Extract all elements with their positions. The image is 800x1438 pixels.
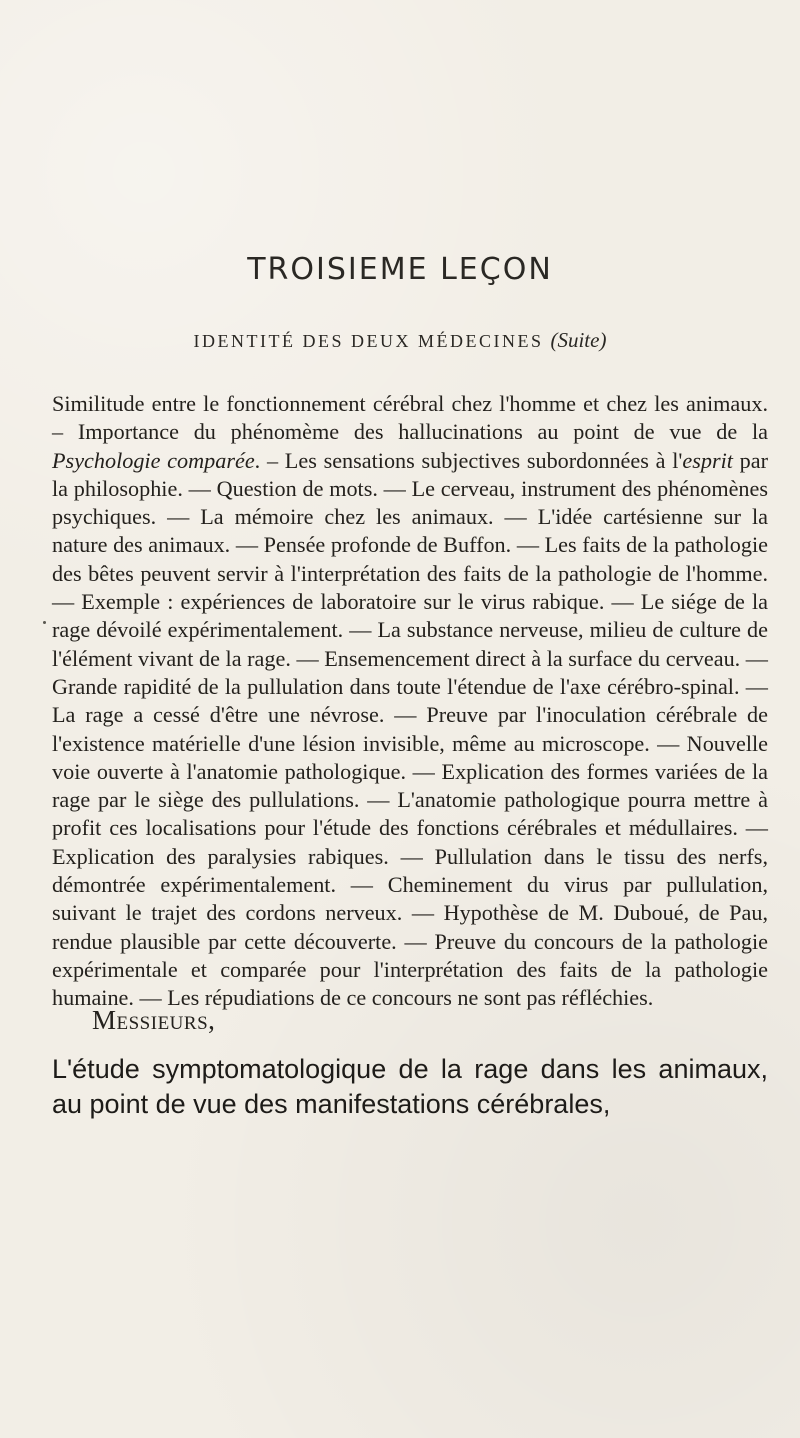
summary-part-3: par la philosophie. — Question de mots. — Le cerveau, instrument des phénomènes psychiques. — La mémoire chez les animaux. — L'idée cartésienne sur la nature des animaux. — Pensée profonde de Buffon. — Les faits de la pathologie des bêtes peuvent servir à l'interprétation des faits de la pathologie de l'homme. — Exemple : expériences de laboratoire sur le virus rabique. — Le siége de la rage dévoilé expérimentalement. — La substance nerveuse, milieu de culture de l'élément vivant de la rage. — Ensemencement direct à la surface du cerveau. — Grande rapidité de la pullulation dans toute l'étendue de l'axe cérébro-spinal. — La rage a cessé d'être une névrose. — Preuve par l'inoculation cérébrale de l'existence matérielle d'une lésion invisible, même au microscope. — Nouvelle voie ouverte à l'anatomie pathologique. — Explication des formes variées de la rage par le siège des pullulations. — L'anatomie pathologique pourra mettre à profit ces localisations pour l'étude des fonctions cérébrales et médullaires. — Explication des paralysies rabiques. — Pullulation dans le tissu des nerfs, démontrée expérimentalement. — Cheminement du virus par pullulation, suivant le trajet des cordons nerveux. — Hypothèse de M. Duboué, de Pau, rendue plausible par cette découverte. — Preuve du concours de la pathologie expérimentale et comparée pour l'interprétation des faits de la pathologie humaine. — Les répudiations de ce concours ne sont pas réfléchies. (52, 447, 768, 1011)
subtitle-suffix: (Suite) (550, 328, 607, 352)
summary-italic-1: Psychologie comparée (52, 447, 255, 473)
print-speck (43, 621, 46, 624)
summary-part-1: Similitude entre le fonctionnement cérébral chez l'homme et chez les animaux. – Importance du phénomème des hallucinations au point de vue de la (52, 391, 768, 445)
salutation: Messieurs, (92, 1005, 216, 1035)
subtitle-text: IDENTITÉ DES DEUX MÉDECINES (193, 331, 544, 351)
summary-part-2: . – Les sensations subjectives subordonnées à l' (254, 447, 683, 473)
lesson-subtitle (0, 330, 800, 351)
lesson-title: TROISIEME LEÇON (247, 252, 553, 287)
lesson-summary (52, 390, 768, 1013)
opening-paragraph: L'étude symptomatologique de la rage dans les animaux, au point de vue des manifestations cérébrales, (52, 1054, 768, 1119)
summary-italic-2: esprit (682, 447, 733, 473)
